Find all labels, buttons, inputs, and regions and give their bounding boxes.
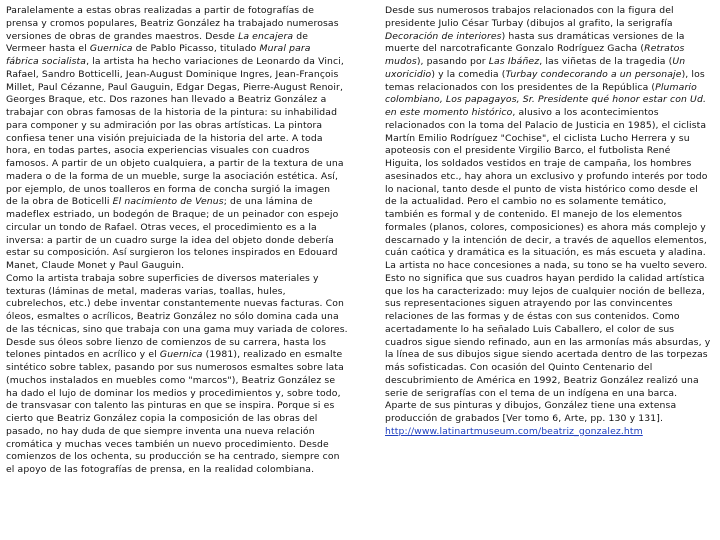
italic-title-text: El nacimiento de Venus: [112, 196, 224, 208]
body-text: Georges Braque, etc. Dos razones han llevado a Beatriz González a: [6, 94, 327, 106]
body-text: (muchos instalados en muebles como "marcos"), Beatriz González se: [6, 374, 336, 386]
text-line: [6, 298, 354, 311]
body-text: ha dado el lujo de dominar los medios y procedimientos y, sobre todo,: [6, 387, 341, 399]
text-line: [385, 94, 712, 107]
text-line: [6, 69, 354, 82]
text-line: [6, 324, 354, 337]
body-text: texturas (láminas de metal, maderas varias, toallas, hules,: [6, 285, 286, 297]
body-text: de la obra de Boticelli: [6, 196, 113, 208]
body-text: prensa y cromos populares, Beatriz González ha trabajado numerosas: [6, 17, 339, 29]
body-text: Rafael, Sandro Botticelli, Jean-August Dominique Ingres, Jean-François: [6, 68, 339, 80]
body-text: ; de una lámina de: [223, 196, 313, 208]
body-text: Esto no significa que sus cuadros hayan perdido la calidad artística: [385, 272, 705, 284]
body-text: trabajar con obras famosas de la historia de la pintura: su inhabilidad: [6, 107, 338, 118]
body-text: madera o de la forma de un mueble, surge la asociación estética. Así,: [6, 170, 339, 182]
body-text: de Pablo Picasso, titulado: [132, 43, 260, 55]
text-line: [6, 260, 354, 273]
italic-title-text: uxoricidio: [385, 68, 432, 80]
body-text: cubrelechos, etc.) debe inventar constantemente nuevas facturas. Con: [6, 298, 344, 310]
text-line: [6, 349, 354, 362]
body-text: descarnado y la intención de decir, a través de aquellos elementos,: [385, 234, 707, 246]
right-column: [385, 5, 712, 439]
text-line: [6, 158, 354, 171]
text-line: [385, 171, 712, 184]
body-text: pasado, no hay duda de que siempre inventa una nueva relación: [6, 425, 315, 437]
text-line: [385, 5, 712, 18]
body-text: lo nacional, tanto desde el punto de vista histórico como desde el: [385, 183, 698, 195]
text-line: [6, 82, 354, 95]
text-line: [385, 43, 712, 56]
text-line: [6, 464, 354, 477]
text-line: [385, 337, 712, 350]
text-line: [385, 209, 712, 222]
body-text: producción de grabados [Ver tomo 6, Arte, pp. 130 y 131].: [385, 413, 664, 424]
italic-title-text: Plumario: [655, 81, 697, 93]
italic-title-text: colombiano, Los papagayos, Sr. Presidente qué honor estar con Ud.: [385, 94, 707, 106]
text-line: [385, 184, 712, 197]
italic-title-text: Las Ibáñez: [488, 56, 540, 67]
body-text: de la actualidad. Pero el cambio no es solamente temático,: [385, 196, 667, 208]
body-text: Como la artista trabaja sobre superficies de diversos materiales y: [6, 272, 319, 284]
text-line: [6, 388, 354, 401]
text-line: [6, 56, 354, 69]
text-line: [6, 43, 354, 56]
body-text: formales (planos, colores, composiciones) es ahora más complejo y: [385, 221, 706, 233]
text-line: [6, 451, 354, 464]
text-line: [385, 120, 712, 133]
body-text: más sofisticadas. Con ocasión del Quinto Centenario del: [385, 362, 653, 373]
body-text: cuán caótica y dramática es la situación, es más escueta y aladina.: [385, 247, 706, 259]
italic-title-text: Decoración de interiores: [385, 30, 502, 42]
body-text: (1981), realizado en esmalte: [202, 349, 343, 361]
body-text: sintético sobre tablex, pasando por sus numerosos esmaltes sobre lata: [6, 362, 344, 373]
body-text: acertadamente lo ha señalado Luis Caballero, el color de sus: [385, 323, 675, 335]
body-text: de las técnicas, sino que trabaja con una gama muy variada de colores.: [6, 323, 348, 335]
text-line: [385, 82, 712, 95]
text-line: [385, 69, 712, 82]
body-text: por ejemplo, de unos toalleros en forma de concha surgió la imagen: [6, 183, 331, 195]
text-line: [385, 286, 712, 299]
text-line: [6, 133, 354, 146]
italic-title-text: en este momento histórico: [385, 107, 513, 118]
italic-title-text: Guernica: [89, 43, 133, 55]
text-line: [385, 375, 712, 388]
body-text: asesinados etc., hay ahora un exclusivo y profundo interés por todo: [385, 170, 708, 182]
italic-title-text: Un: [672, 56, 686, 67]
body-text: para componer y su admiración por las obras artísticas. La pintora: [6, 119, 323, 131]
text-line: [385, 235, 712, 248]
text-line: [385, 324, 712, 337]
text-line: [6, 209, 354, 222]
body-text: de: [293, 30, 309, 42]
body-text: La artista no hace concesiones a nada, su tono se ha vuelto severo.: [385, 260, 708, 271]
body-text: Manet, Claude Monet y Paul Gauguin.: [6, 260, 185, 271]
text-line: [385, 107, 712, 120]
body-text: ), pasando por: [416, 56, 489, 67]
text-line: [6, 273, 354, 286]
body-text: cuadros sigue siendo refinado, aun en las armonías más absurdas, y: [385, 336, 711, 348]
text-line: [385, 222, 712, 235]
text-line: [385, 311, 712, 324]
italic-title-text: mudos: [385, 56, 417, 67]
text-line: [385, 18, 712, 31]
body-text: Desde sus numerosos trabajos relacionados con la figura del: [385, 5, 674, 16]
text-line: [385, 349, 712, 362]
text-line: [6, 426, 354, 439]
body-text: Millet, Paul Cézanne, Paul Gauguin, Edgar Degas, Pierre-August Renoir,: [6, 81, 344, 93]
text-line: [6, 439, 354, 452]
text-line: [385, 31, 712, 44]
text-line: [6, 31, 354, 44]
body-text: ), los: [681, 68, 705, 80]
text-line: [6, 400, 354, 413]
text-line: [6, 171, 354, 184]
text-line: [385, 145, 712, 158]
body-text: temas relacionados con los presidentes de la República (: [385, 81, 656, 93]
body-text: , alusivo a los acontecimientos: [512, 107, 659, 118]
body-text: relacionados con la toma del Palacio de Justicia en 1985), el ciclista: [385, 119, 707, 131]
body-text: óleos, esmaltes o acrílicos, Beatriz González no sólo domina cada una: [6, 311, 339, 322]
text-line: [385, 247, 712, 260]
body-text: de transvasar con talento las pinturas en que se inspira. Porque si es: [6, 400, 335, 412]
body-text: el apoyo de las fotografías de prensa, en la realidad colombiana.: [6, 464, 315, 475]
body-text: muerte del narcotraficante Gonzalo Rodríguez Gacha (: [385, 43, 645, 55]
text-line: [6, 247, 354, 260]
body-text: Vermeer hasta el: [6, 43, 90, 55]
text-line: [6, 18, 354, 31]
body-text: hora, en todas partes, asocia experiencias visuales con cuadros: [6, 145, 310, 157]
body-text: madeflex estriado, un bodegón de Braque; de un peinador con espejo: [6, 209, 339, 220]
italic-title-text: La encajera: [238, 30, 294, 42]
body-text: Higuita, los soldados vestidos en traje de campaña, los hombres: [385, 158, 692, 169]
body-text: , la artista ha hecho variaciones de Leonardo da Vinci,: [86, 56, 344, 67]
italic-title-text: Retratos: [644, 43, 685, 55]
body-text: presidente Julio César Turbay (dibujos al grafito, la serigrafía: [385, 17, 673, 29]
text-line: [6, 286, 354, 299]
text-line: [385, 56, 712, 69]
text-line: [385, 426, 712, 439]
text-line: [385, 413, 712, 426]
text-line: [6, 375, 354, 388]
body-text: serie de serigrafías con el tema de un indígena en una barca.: [385, 387, 678, 399]
text-line: [6, 222, 354, 235]
text-line: [385, 388, 712, 401]
body-text: Martín Emilio Rodríguez "Cochise", el ciclista Lucho Herrera y su: [385, 132, 690, 144]
text-line: [6, 94, 354, 107]
body-text: sus representaciones siguen atrayendo por las convincentes: [385, 298, 673, 310]
body-text: Paralelamente a estas obras realizadas a partir de fotografías de: [6, 5, 315, 16]
text-line: [6, 413, 354, 426]
body-text: inversa: a partir de un cuadro surge la idea del objeto donde debería: [6, 234, 334, 246]
text-line: [385, 298, 712, 311]
italic-title-text: Guernica: [159, 349, 203, 361]
body-text: apoteosis con el presidente Virgilio Barco, el futbolista René: [385, 145, 671, 157]
body-text: ) hasta sus dramáticas versiones de la: [501, 30, 685, 42]
text-line: [6, 5, 354, 18]
text-line: [385, 158, 712, 171]
text-line: [385, 400, 712, 413]
body-text: confiesa tener una visión prejuiciada de la historia del arte. A toda: [6, 132, 323, 144]
body-text: cierto que Beatriz González copia la composición de las obras del: [6, 413, 318, 424]
body-text: comienzos de los ochenta, su producción se ha centrado, siempre con: [6, 451, 340, 463]
body-text: también es formal y de contenido. El manejo de los elementos: [385, 209, 683, 220]
body-text: relaciones de las formas y de éstas con sus contenidos. Como: [385, 311, 680, 322]
text-line: [6, 235, 354, 248]
text-line: [6, 196, 354, 209]
text-line: [6, 107, 354, 120]
text-line: [385, 362, 712, 375]
text-line: [6, 120, 354, 133]
source-link[interactable]: http://www.latinartmuseum.com/beatriz_gonzalez.htm: [385, 425, 643, 437]
text-line: [6, 184, 354, 197]
body-text: ) y la comedia (: [431, 68, 506, 80]
italic-title-text: fábrica socialista: [6, 56, 87, 67]
text-line: [6, 145, 354, 158]
text-line: [6, 337, 354, 350]
body-text: estar su composición. Así surgieron los telones inspirados en Edouard: [6, 247, 338, 259]
text-line: [385, 273, 712, 286]
text-line: [385, 133, 712, 146]
body-text: circular un tondo de Rafael. Otras veces, el procedimiento es a la: [6, 221, 317, 233]
text-line: [6, 362, 354, 375]
body-text: que los ha caracterizado: muy lejos de cualquier noción de belleza,: [385, 285, 705, 297]
body-text: descubrimiento de América en 1992, Beatriz González realizó una: [385, 374, 699, 386]
body-text: cromática y muchas veces también un nuevo procedimiento. Desde: [6, 438, 329, 450]
body-text: versiones de obras de grandes maestros. Desde: [6, 30, 239, 42]
left-column: [6, 5, 354, 477]
text-line: [6, 311, 354, 324]
body-text: Aparte de sus pinturas y dibujos, González tiene una extensa: [385, 400, 677, 412]
body-text: famosos. A partir de un objeto cualquiera, a partir de la textura de una: [6, 158, 344, 169]
body-text: telones pintados en acrílico y el: [6, 349, 160, 361]
italic-title-text: Mural para: [259, 43, 311, 55]
italic-title-text: Turbay condecorando a un personaje: [505, 68, 682, 80]
body-text: , las viñetas de la tragedia (: [539, 56, 673, 67]
body-text: la línea de sus dibujos sigue siendo acertada dentro de las torpezas: [385, 349, 708, 361]
text-line: [385, 196, 712, 209]
body-text: Desde sus óleos sobre lienzo de comienzos de su carrera, hasta los: [6, 336, 327, 348]
text-line: [385, 260, 712, 273]
